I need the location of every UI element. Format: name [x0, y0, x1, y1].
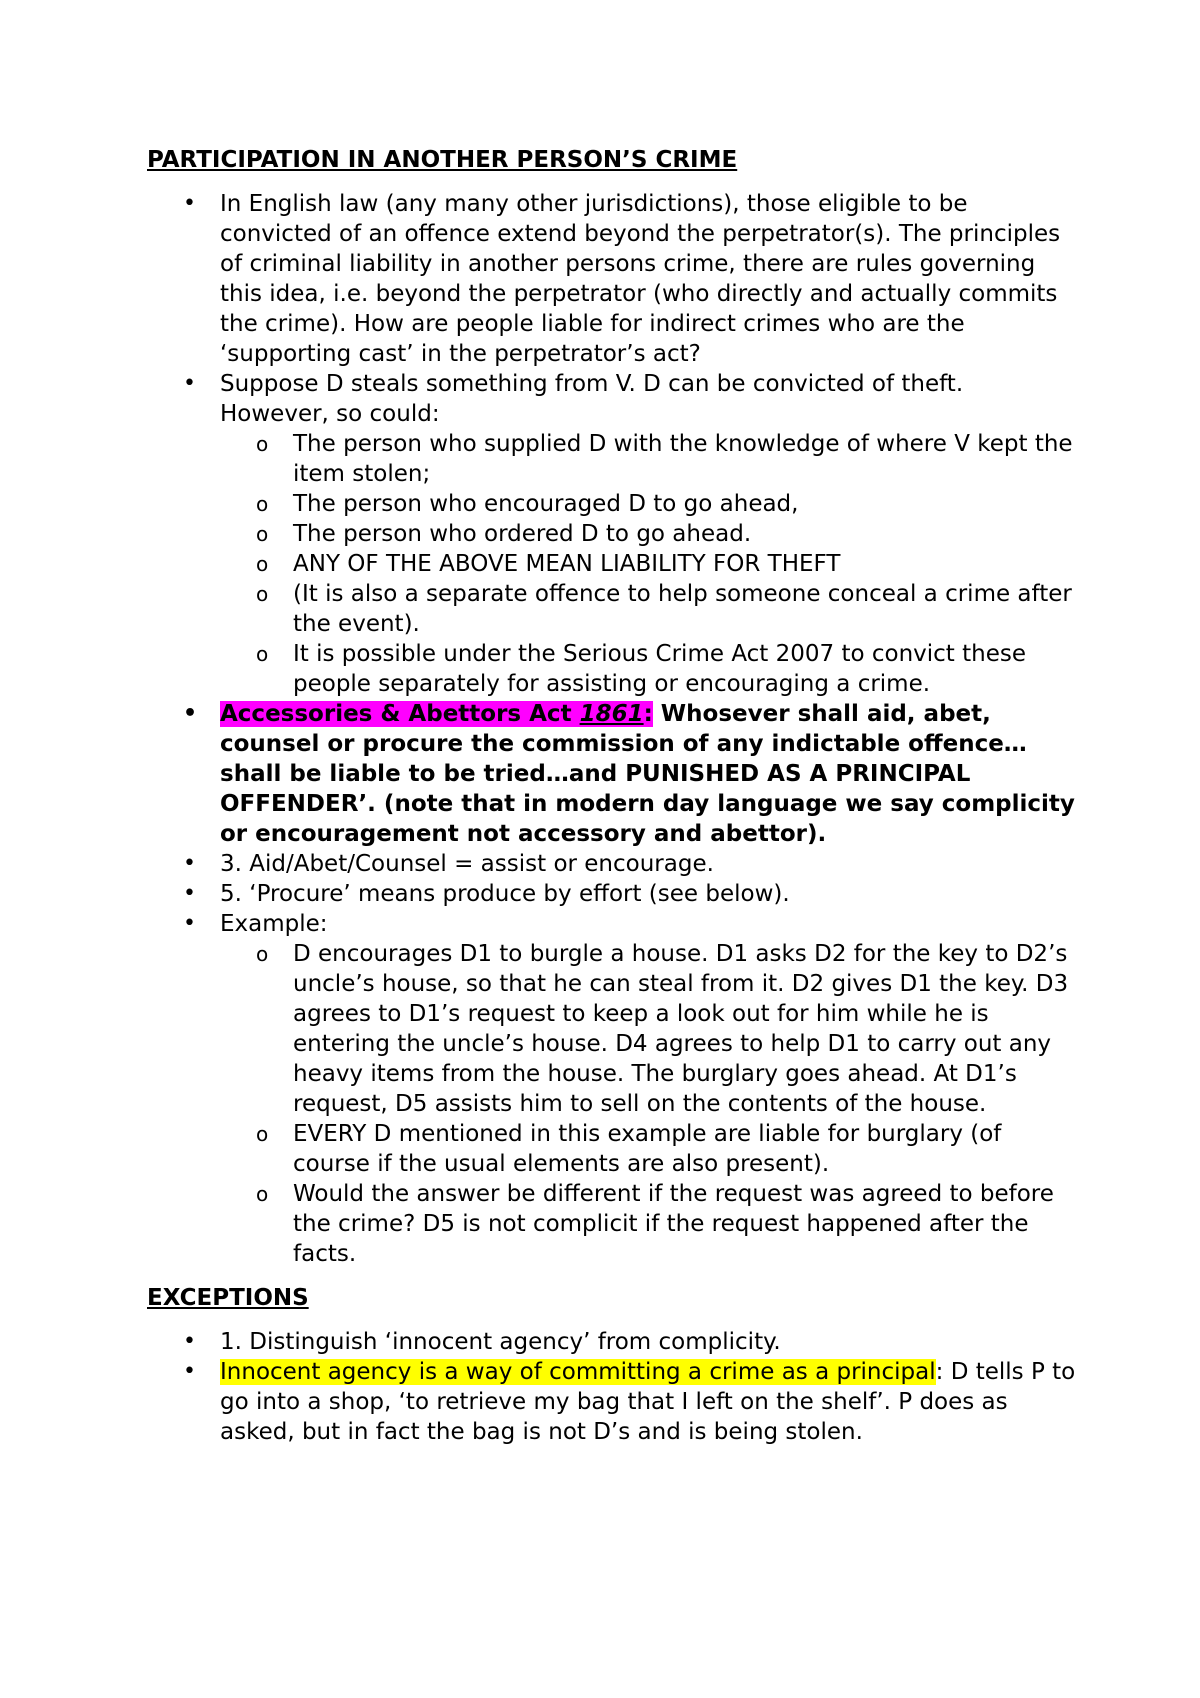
page-title: PARTICIPATION IN ANOTHER PERSON’S CRIME	[147, 147, 738, 173]
sub-list-item: o The person who encouraged D to go ahead,	[220, 489, 1077, 519]
list-item-statute	[147, 699, 1077, 849]
list-item: • 3. Aid/Abet/Counsel = assist or encourage.	[147, 849, 1077, 879]
highlighted-statute-name	[220, 701, 653, 727]
sub-list-item: o EVERY D mentioned in this example are liable for burglary (of course if the usual elements are also present).	[220, 1119, 1077, 1179]
statute-name: Accessories & Abettors Act	[220, 701, 580, 727]
sub-list-item: o The person who supplied D with the knowledge of where V kept the item stolen;	[220, 429, 1077, 489]
list-item	[147, 1357, 1077, 1447]
statute-year: 1861	[579, 701, 644, 727]
sub-list-item: o ANY OF THE ABOVE MEAN LIABILITY FOR THEFT	[220, 549, 1077, 579]
sub-list-item: o The person who ordered D to go ahead.	[220, 519, 1077, 549]
list-item: • 5. ‘Procure’ means produce by effort (see below).	[147, 879, 1077, 909]
list-item: • In English law (any many other jurisdictions), those eligible to be convicted of an offence extend beyond the perpetrator(s). The principles of criminal liability in another persons crime, there are rules governing this idea, i.e. beyond the perpetrator (who directly and actually commits the crime). How are people liable for indirect crimes who are the ‘supporting cast’ in the perpetrator’s act?	[147, 189, 1077, 369]
main-bullet-list	[147, 189, 1077, 1269]
statute-text: Whosever shall aid, abet, counsel or procure the commission of any indictable offence…shall be liable to be tried…and PUNISHED AS A PRINCIPAL OFFENDER’. (note that in modern day language we say complicity or encouragement not accessory and abettor).	[220, 701, 1075, 847]
list-item-text: Suppose D steals something from V. D can be convicted of theft. However, so could:	[220, 371, 964, 427]
list-item	[147, 369, 1077, 699]
exceptions-bullet-list	[147, 1327, 1077, 1447]
sub-list-item: o It is possible under the Serious Crime Act 2007 to convict these people separately for assisting or encouraging a crime.	[220, 639, 1077, 699]
sub-bullet-list	[220, 429, 1077, 699]
statute-colon: :	[643, 701, 653, 727]
list-item	[147, 909, 1077, 1269]
sub-list-item: o (It is also a separate offence to help someone conceal a crime after the event).	[220, 579, 1077, 639]
list-item-text: Example:	[220, 911, 328, 937]
section-heading-exceptions: EXCEPTIONS	[147, 1285, 309, 1311]
document-page	[147, 145, 1077, 1447]
list-item-text: : D tells P to go into a shop, ‘to retrieve my bag that I left on the shelf’. P does as asked, but in fact the bag is not D’s and is being stolen.	[220, 1359, 1076, 1445]
highlighted-text: Innocent agency is a way of committing a crime as a principal	[220, 1359, 936, 1385]
sub-list-item: o Would the answer be different if the request was agreed to before the crime? D5 is not complicit if the request happened after the facts.	[220, 1179, 1077, 1269]
sub-bullet-list	[220, 939, 1077, 1269]
list-item: • 1. Distinguish ‘innocent agency’ from complicity.	[147, 1327, 1077, 1357]
sub-list-item: o D encourages D1 to burgle a house. D1 asks D2 for the key to D2’s uncle’s house, so that he can steal from it. D2 gives D1 the key. D3 agrees to D1’s request to keep a look out for him while he is entering the uncle’s house. D4 agrees to help D1 to carry out any heavy items from the house. The burglary goes ahead. At D1’s request, D5 assists him to sell on the contents of the house.	[220, 939, 1077, 1119]
